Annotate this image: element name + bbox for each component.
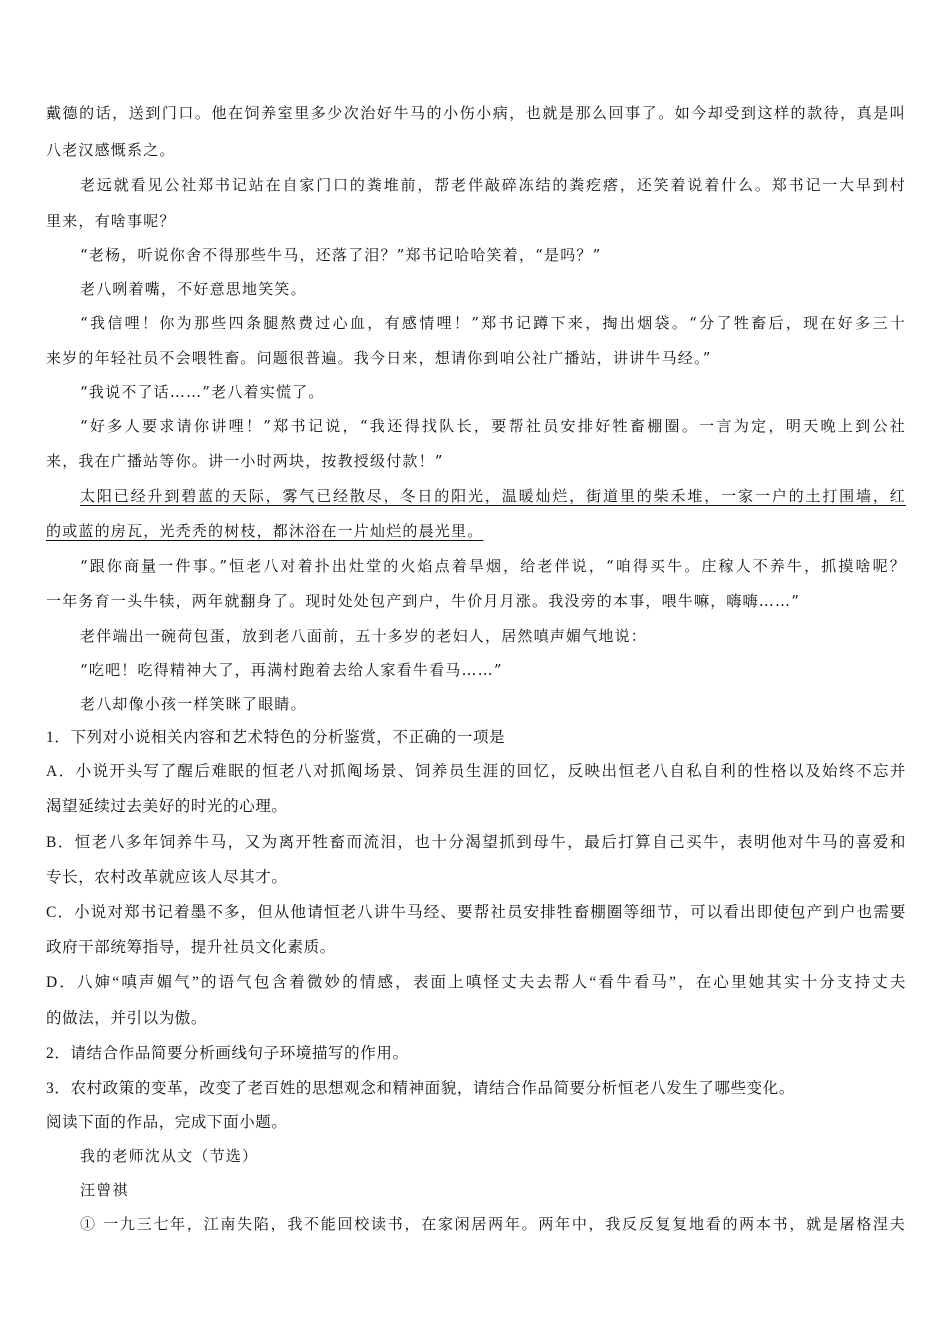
story-line: 来，我在广播站等你。讲一小时两块，按教授级付款！” (46, 452, 444, 470)
option-d: D．八婶“嗔声媚气”的语气包含着微妙的情感，表面上嗔怪丈夫去帮人“看牛看马”，在心里她其实十分支持丈夫 (46, 974, 906, 991)
question-1: 1．下列对小说相关内容和艺术特色的分析鉴赏，不正确的一项是 (46, 729, 506, 746)
story-line: 八老汉感慨系之。 (46, 141, 176, 159)
passage-author: 汪曾祺 (80, 1181, 129, 1199)
story-line: “好多人要求请你讲哩！”郑书记说，“我还得找队长，要帮社员安排好牲畜棚圈。一言为定，明天晚上到公社 (80, 417, 906, 435)
story-line: 老伴端出一碗荷包蛋，放到老八面前，五十多岁的老妇人，居然嗔声媚气地说： (80, 627, 648, 645)
story-line: 戴德的话，送到门口。他在饲养室里多少次治好牛马的小伤小病，也就是那么回事了。如今却受到这样的款待，真是叫 (46, 104, 906, 122)
option-c-cont: 政府干部统筹指导，提升社员文化素质。 (46, 939, 336, 956)
story-line: 老远就看见公社郑书记站在自家门口的粪堆前，帮老伴敲碎冻结的粪疙瘩，还笑着说着什么。郑书记一大早到村 (80, 176, 906, 194)
story-line: 一年务育一头牛犊，两年就翻身了。现时处处包产到户，牛价月月涨。我没旁的本事，喂牛嘛，嗨嗨……” (46, 592, 801, 610)
story-line: “我说不了话……”老八着实慌了。 (80, 383, 325, 401)
option-c: C．小说对郑书记着墨不多，但从他请恒老八讲牛马经、要帮社员安排牲畜棚圈等细节，可以看出即使包产到户也需要 (46, 904, 906, 921)
option-d-cont: 的做法，并引以为傲。 (46, 1010, 208, 1027)
story-line: 里来，有啥事呢？ (46, 212, 176, 230)
option-a: A．小说开头写了醒后难眠的恒老八对抓阄场景、饲养员生涯的回忆，反映出恒老八自私自利的性格以及始终不忘并 (46, 763, 906, 780)
option-a-cont: 渴望延续过去美好的时光的心理。 (46, 798, 288, 815)
story-line: “我信哩！你为那些四条腿熬费过心血，有感情哩！”郑书记蹲下来，掏出烟袋。“分了牲畜后，现在好多三十 (80, 314, 906, 332)
question-2: 2．请结合作品简要分析画线句子环境描写的作用。 (46, 1045, 409, 1062)
underlined-sentence (80, 486, 906, 506)
question-3: 3．农村政策的变革，改变了老百姓的思想观念和精神面貌，请结合作品简要分析恒老八发生了哪些变化。 (46, 1080, 795, 1097)
option-b: B．恒老八多年饲养牛马，又为离开牲畜而流泪，也十分渴望抓到母牛，最后打算自己买牛，表明他对牛马的喜爱和 (46, 834, 906, 851)
story-line: 老八却像小孩一样笑眯了眼睛。 (80, 695, 307, 713)
story-line: 老八咧着嘴，不好意思地笑笑。 (80, 280, 307, 298)
underlined-text: 太阳已经升到碧蓝的天际，雾气已经散尽，冬日的阳光，温暖灿烂，街道里的柴禾堆，一家一户的土打围墙，红 (80, 487, 906, 505)
underlined-sentence (46, 521, 906, 541)
passage-title: 我的老师沈从文（节选） (80, 1147, 259, 1165)
story-line: “吃吧！吃得精神大了，再满村跑着去给人家看牛看马……” (80, 661, 503, 679)
passage-paragraph-1: ① 一九三七年，江南失陷，我不能回校读书，在家闲居两年。两年中，我反反复复地看的两本书，就是屠格涅夫 (80, 1215, 906, 1233)
reading-instruction: 阅读下面的作品，完成下面小题。 (46, 1114, 288, 1131)
story-line: 来岁的年轻社员不会喂牲畜。问题很普遍。我今日来，想请你到咱公社广播站，讲讲牛马经。” (46, 349, 712, 367)
story-line: “老杨，听说你舍不得那些牛马，还落了泪？”郑书记哈哈笑着，“是吗？” (80, 246, 602, 264)
story-line: “跟你商量一件事。”恒老八对着扑出灶堂的火焰点着旱烟，给老伴说，“咱得买牛。庄稼人不养牛，抓摸啥呢？ (80, 557, 906, 575)
underlined-text: 的或蓝的房瓦，光秃秃的树枝，都沐浴在一片灿烂的晨光里。 (46, 522, 484, 540)
option-b-cont: 专长，农村改革就应该人尽其才。 (46, 869, 288, 886)
